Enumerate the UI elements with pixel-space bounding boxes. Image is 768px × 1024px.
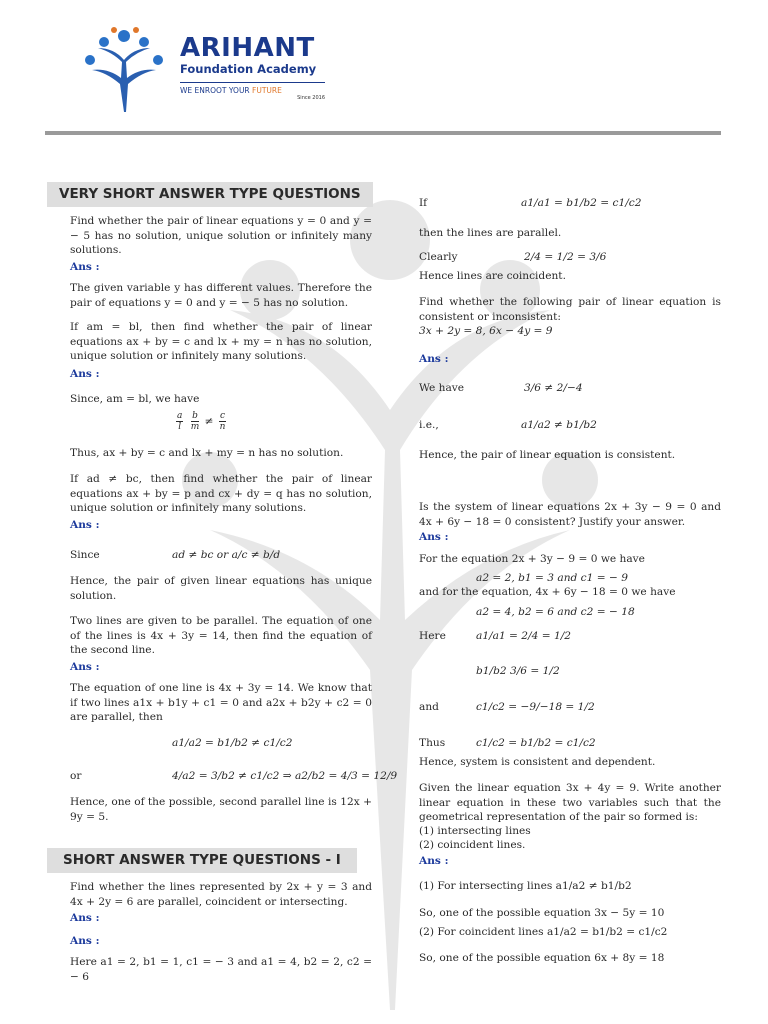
answer-7-conclusion: Hence, system is consistent and dependent.	[419, 756, 656, 768]
answer-label: Ans :	[419, 531, 449, 543]
section-heading-very-short: VERY SHORT ANSWER TYPE QUESTIONS	[47, 182, 373, 207]
answer-8-line-2: So, one of the possible equation 3x − 5y = 10	[419, 907, 665, 919]
answer-7-line-4: a2 = 4, b2 = 6 and c2 = − 18	[476, 606, 635, 618]
if-expression: a1/a1 = b1/b2 = c1/c2	[521, 197, 642, 209]
we-have-expression: 3/6 ≠ 2/−4	[524, 382, 583, 394]
since-text: Since 2016	[297, 95, 325, 101]
question-8-option-1: (1) intersecting lines	[419, 825, 531, 837]
answer-label: Ans :	[70, 368, 100, 380]
thus-label: Thus	[419, 737, 446, 749]
thus-expression: c1/c2 = b1/b2 = c1/c2	[476, 737, 596, 749]
question-6: Find whether the following pair of linear equation is consistent or inconsistent:	[419, 296, 721, 323]
answer-label: Ans :	[70, 912, 100, 924]
parallel-statement: then the lines are parallel.	[419, 227, 562, 239]
answer-label: Ans :	[70, 261, 100, 273]
question-8: Given the linear equation 3x + 4y = 9. Write another linear equation in these two variables such that the geometrical representation of the pair so formed is:	[419, 782, 721, 824]
coincident-statement: Hence lines are coincident.	[419, 270, 566, 282]
answer-2-intro: Since, am = bl, we have	[70, 393, 200, 405]
answer-label: Ans :	[419, 353, 449, 365]
question-5: Find whether the lines represented by 2x + y = 3 and 4x + 2y = 6 are parallel, coincident or intersecting.	[70, 881, 372, 908]
and-expression: c1/c2 = −9/−18 = 1/2	[476, 701, 595, 713]
if-label: If	[419, 197, 428, 209]
answer-3-since: Since	[70, 549, 100, 561]
answer-7-line-1: For the equation 2x + 3y − 9 = 0 we have	[419, 553, 645, 565]
answer-label: Ans :	[70, 935, 100, 947]
answer-4-intro: The equation of one line is 4x + 3y = 14. We know that if two lines a1x + b1y + c1 = 0 and a2x + b2y + c2 = 0 are parallel, then	[70, 682, 372, 724]
answer-5: Here a1 = 2, b1 = 1, c1 = − 3 and a1 = 4, b2 = 2, c2 = − 6	[70, 956, 372, 983]
fraction-expression: $\frac{a}{l}$ $\frac{b}{m}$ ≠ $\frac{c}{n}$	[177, 411, 226, 432]
question-2: If am = bl, then find whether the pair of linear equations ax + by = c and lx + my = n has no solution, unique solution or infinitely many solutions.	[70, 321, 372, 363]
question-3: If ad ≠ bc, then find whether the pair of linear equations ax + by = p and cx + dy = q has no solution, unique solution or infinitely many solutions.	[70, 473, 372, 515]
tagline-text: WE ENROOT YOUR	[180, 86, 253, 95]
answer-4-conclusion: Hence, one of the possible, second parallel line is 12x + 9y = 5.	[70, 796, 372, 823]
logo-text	[180, 34, 325, 101]
answer-3-expression: ad ≠ bc or a/c ≠ b/d	[172, 549, 281, 561]
answer-4-equation-1: a1/a2 = b1/b2 ≠ c1/c2	[172, 737, 293, 749]
answer-2-conclusion: Thus, ax + by = c and lx + my = n has no solution.	[70, 447, 344, 459]
answer-label: Ans :	[419, 855, 449, 867]
answer-8-line-1: (1) For intersecting lines a1/a2 ≠ b1/b2	[419, 880, 632, 892]
question-8-option-2: (2) coincident lines.	[419, 839, 526, 851]
fraction: $\frac{b}{m}$	[190, 411, 200, 432]
and-label: and	[419, 701, 439, 713]
header-divider	[45, 131, 721, 135]
answer-8-line-3: (2) For coincident lines a1/a2 = b1/b2 = c1/c2	[419, 926, 668, 938]
ie-expression: a1/a2 ≠ b1/b2	[521, 419, 597, 431]
academy-logo-icon	[78, 24, 170, 114]
we-have-label: We have	[419, 382, 465, 394]
question-4: Two lines are given to be parallel. The equation of one of the lines is 4x + 3y = 14, then find the equation of the second line.	[70, 615, 372, 657]
tagline	[180, 82, 325, 95]
section-heading-short: SHORT ANSWER TYPE QUESTIONS - I	[47, 848, 357, 873]
here-label: Here	[419, 630, 446, 642]
answer-4-or: or	[70, 770, 82, 782]
answer-1: The given variable y has different values. Therefore the pair of equations y = 0 and y = − 5 has no solution.	[70, 282, 372, 309]
ie-label: i.e.,	[419, 419, 439, 431]
answer-7-line-2: a2 = 2, b1 = 3 and c1 = − 9	[476, 572, 628, 584]
fraction: $\frac{a}{l}$	[177, 411, 183, 432]
answer-3-conclusion: Hence, the pair of given linear equations has unique solution.	[70, 575, 372, 602]
answer-6-conclusion: Hence, the pair of linear equation is consistent.	[419, 449, 676, 461]
answer-4-equation-2: 4/a2 = 3/b2 ≠ c1/c2 ⇒ a2/b2 = 4/3 = 12/9	[172, 770, 398, 782]
answer-label: Ans :	[70, 661, 100, 673]
brand-subtitle: Foundation Academy	[180, 62, 317, 76]
fraction: $\frac{c}{n}$	[219, 411, 226, 432]
tagline-accent: FUTURE	[252, 86, 282, 95]
clearly-expression: 2/4 = 1/2 = 3/6	[524, 251, 607, 263]
here-expression-2: b1/b2 3/6 = 1/2	[476, 665, 560, 677]
answer-8-line-4: So, one of the possible equation 6x + 8y = 18	[419, 952, 665, 964]
clearly-label: Clearly	[419, 251, 458, 263]
question-7: Is the system of linear equations 2x + 3y − 9 = 0 and 4x + 6y − 18 = 0 consistent? Justify your answer.	[419, 501, 721, 528]
answer-7-line-3: and for the equation, 4x + 6y − 18 = 0 we have	[419, 586, 676, 598]
here-expression-1: a1/a1 = 2/4 = 1/2	[476, 630, 572, 642]
question-1: Find whether the pair of linear equations y = 0 and y = − 5 has no solution, unique solution or infinitely many solutions.	[70, 215, 372, 257]
answer-label: Ans :	[70, 519, 100, 531]
brand-name: ARIHANT	[180, 33, 315, 63]
question-6-equations: 3x + 2y = 8, 6x − 4y = 9	[419, 325, 553, 337]
